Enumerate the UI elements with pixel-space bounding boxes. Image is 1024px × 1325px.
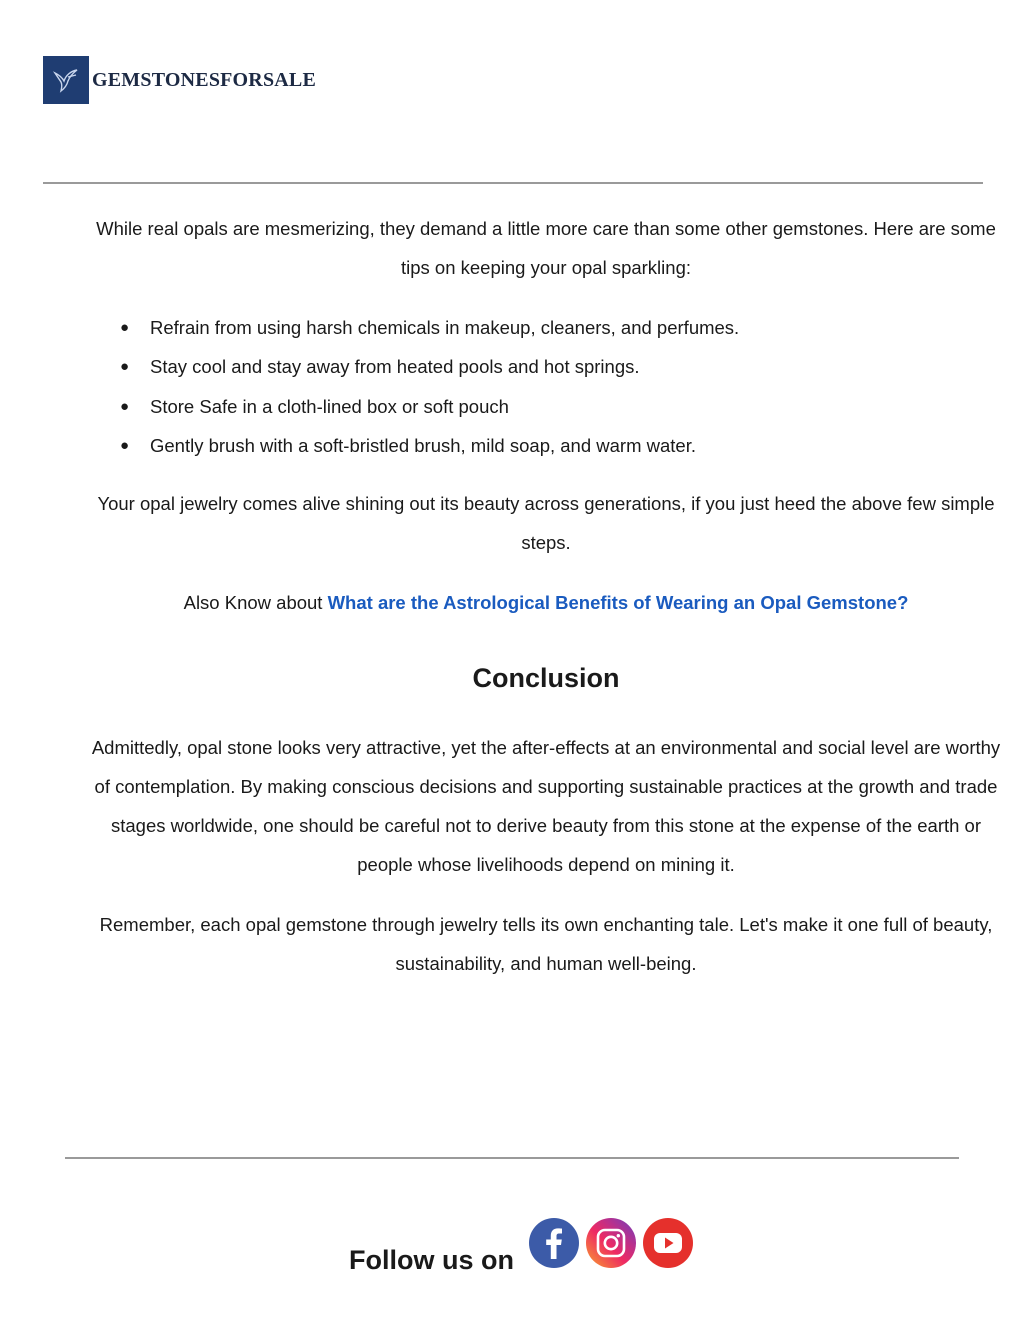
care-tips-list: [104, 308, 739, 466]
facebook-icon[interactable]: [529, 1218, 579, 1268]
logo-text: GEMSTONESFORSALE: [92, 68, 317, 91]
bullet-icon: ●: [120, 319, 130, 336]
instagram-icon[interactable]: [586, 1218, 636, 1268]
bullet-icon: ●: [120, 397, 130, 415]
list-item: [104, 387, 739, 426]
astrological-benefits-link[interactable]: What are the Astrological Benefits of Wearing an Opal Gemstone?: [327, 592, 909, 613]
bullet-icon: ●: [120, 358, 130, 376]
site-logo[interactable]: [43, 56, 316, 104]
conclusion-heading: Conclusion: [472, 663, 620, 693]
tip-text: Stay cool and stay away from heated pools and hot springs.: [150, 356, 640, 378]
list-item: [104, 308, 739, 347]
tip-text: Gently brush with a soft-bristled brush, mild soap, and warm water.: [150, 435, 696, 457]
also-know-line: [90, 583, 1002, 622]
also-know-prefix: Also Know about: [183, 592, 328, 613]
hummingbird-icon: [43, 56, 89, 104]
closing-tip-paragraph: Your opal jewelry comes alive shining out its beauty across generations, if you just heed the above few simple steps.: [97, 493, 995, 553]
conclusion-paragraph-2: Remember, each opal gemstone through jewelry tells its own enchanting tale. Let's make it one full of beauty, sustainability, and human well-being.: [99, 914, 993, 974]
list-item: [104, 347, 739, 386]
conclusion-paragraph-1: Admittedly, opal stone looks very attractive, yet the after-effects at an environmental and social level are worthy of contemplation. By making conscious decisions and supporting sustainable practices at the growth and trade stages worldwide, one should be careful not to derive beauty from this stone at the expense of the earth or people whose livelihoods depend on mining it.: [91, 737, 1001, 875]
list-item: [104, 426, 739, 465]
header-divider: [43, 182, 983, 184]
youtube-icon[interactable]: [643, 1218, 693, 1268]
bullet-icon: ●: [120, 437, 130, 455]
intro-paragraph: While real opals are mesmerizing, they demand a little more care than some other gemstones. Here are some tips on keeping your opal sparkling:: [96, 218, 996, 278]
tip-text: Store Safe in a cloth-lined box or soft pouch: [150, 395, 509, 417]
footer-divider: [65, 1157, 959, 1159]
follow-us-label: Follow us on: [349, 1245, 514, 1275]
tip-text: Refrain from using harsh chemicals in makeup, cleaners, and perfumes.: [150, 317, 740, 338]
